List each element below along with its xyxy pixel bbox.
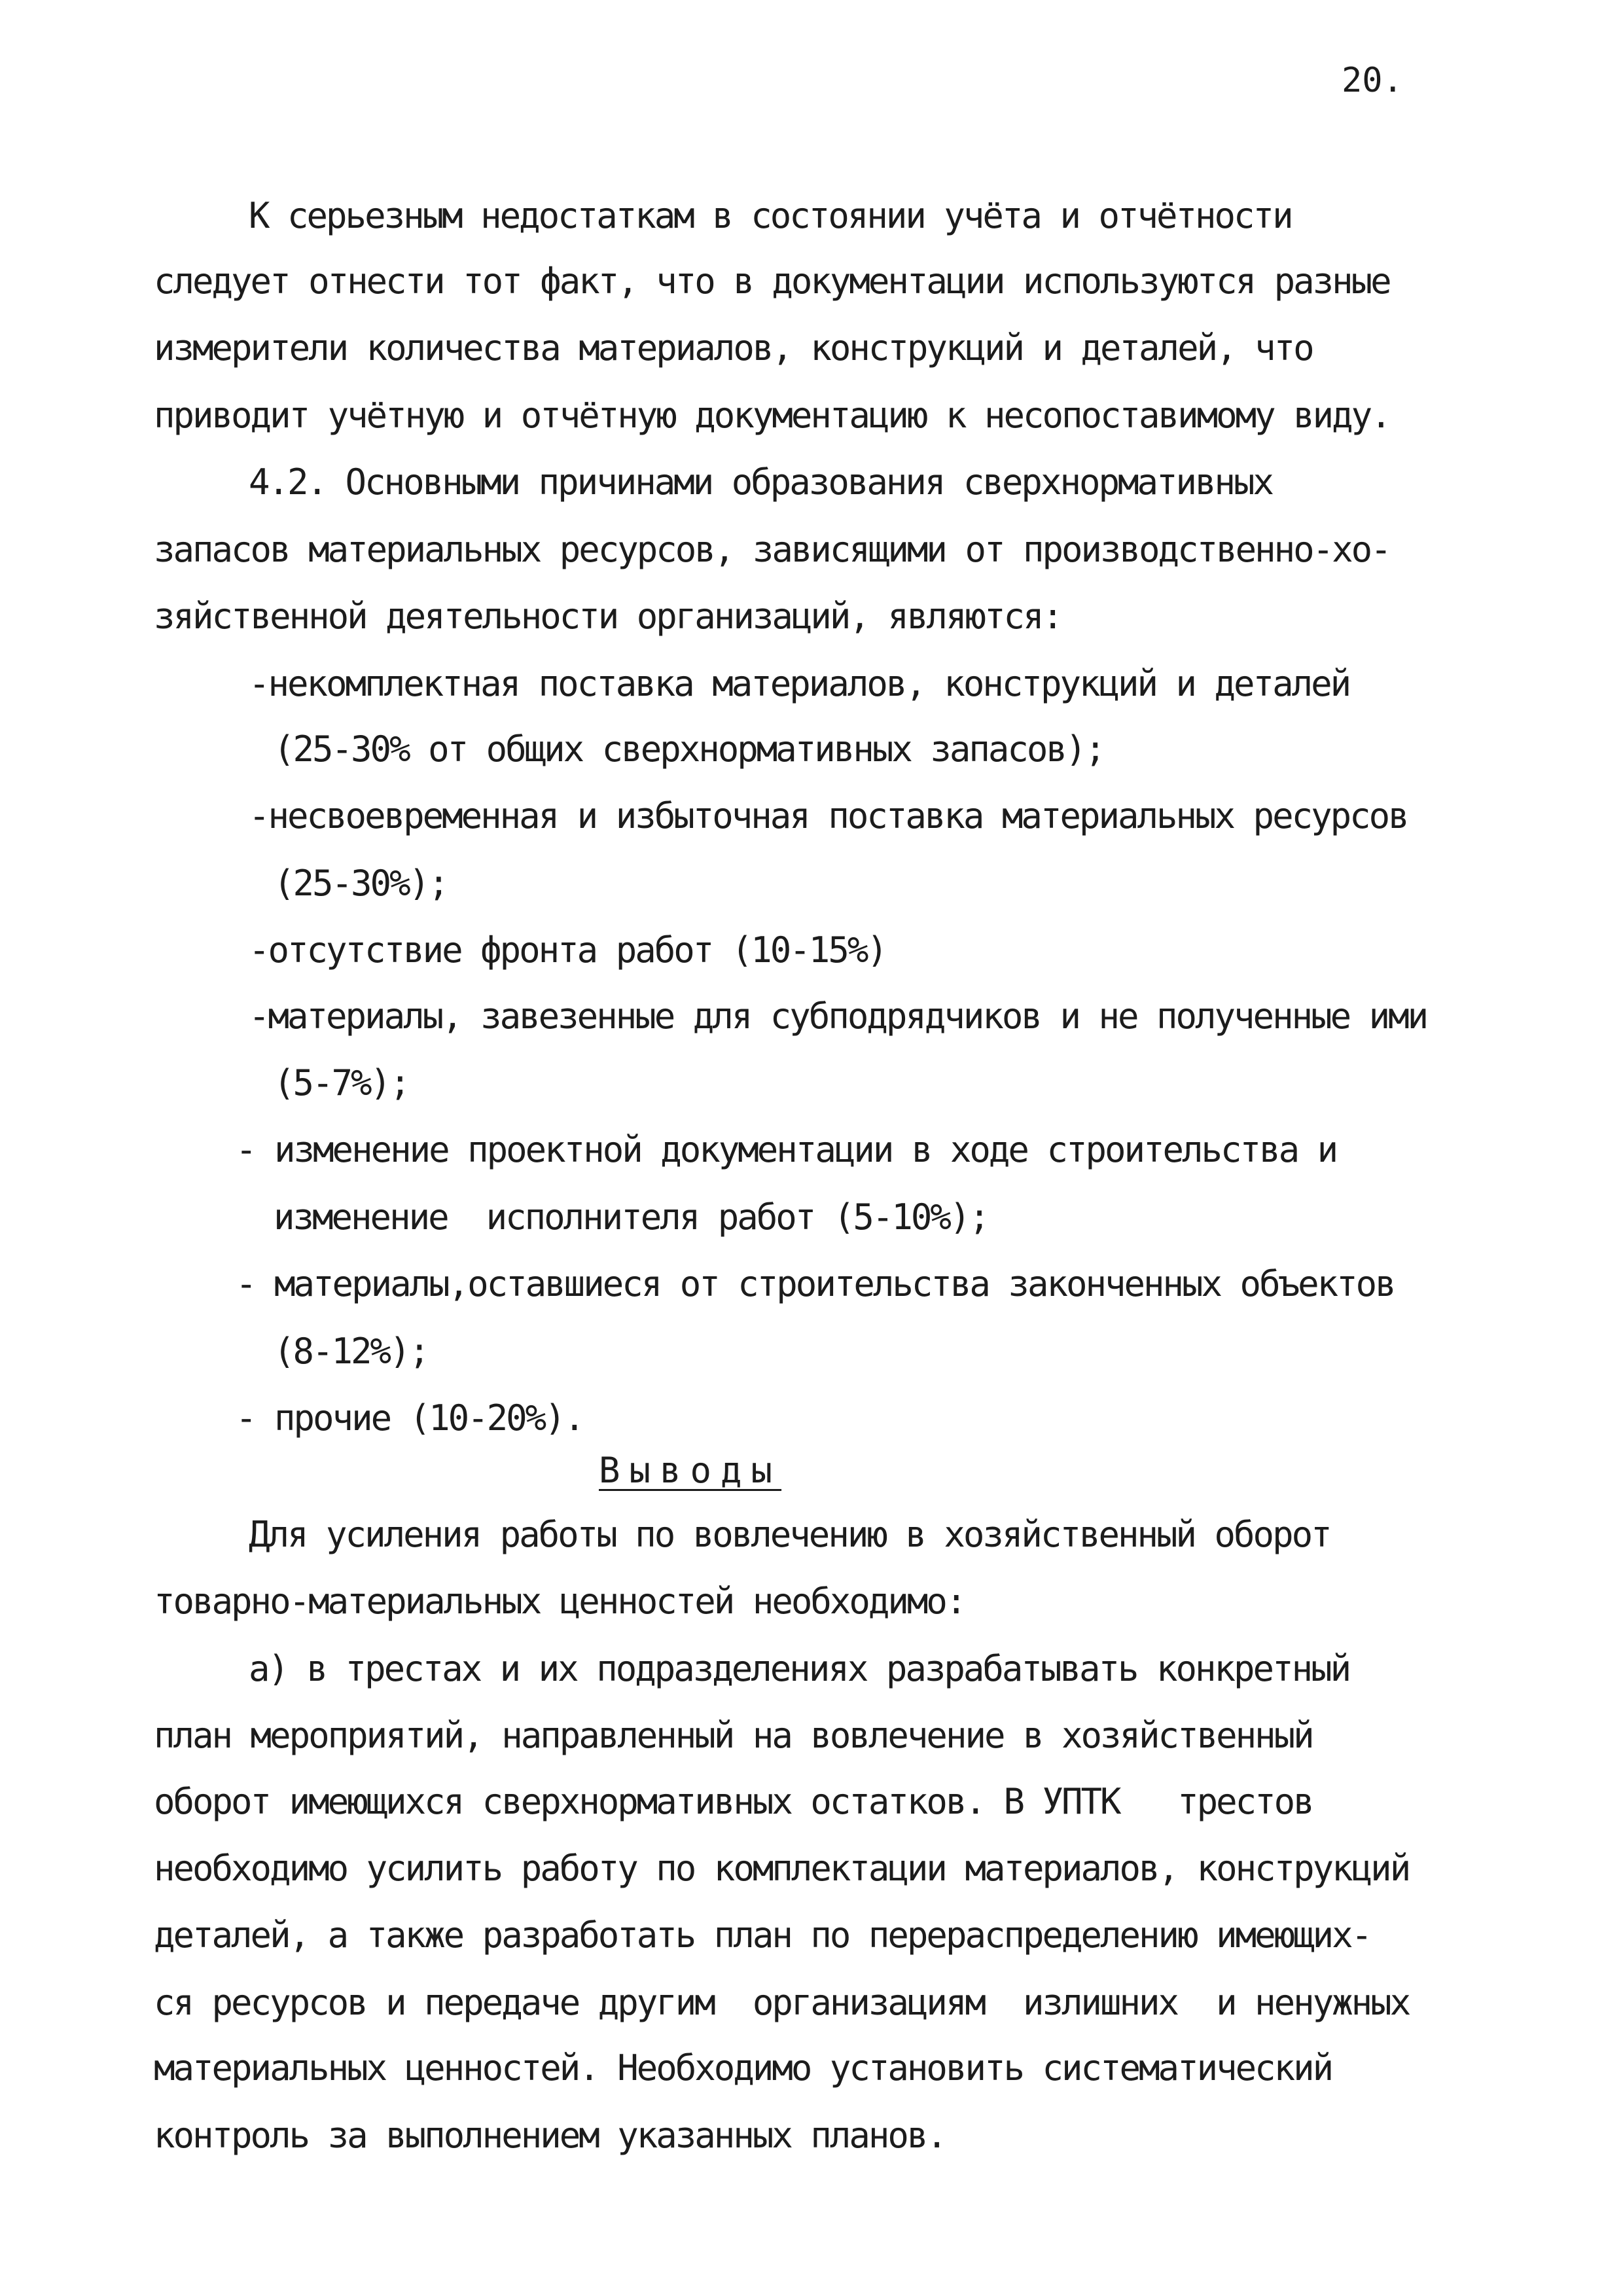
list-item: -материалы, завезенные для субподрядчиков и не полученные ими xyxy=(249,996,1427,1037)
paragraph-line: К серьезным недостаткам в состоянии учёта и отчётности xyxy=(249,195,1292,236)
paragraph-line: материальных ценностей. Необходимо установить систематический xyxy=(154,2047,1332,2089)
paragraph-line: деталей, а также разработать план по перераспределению имеющих- xyxy=(154,1914,1371,1956)
section-line: запасов материальных ресурсов, зависящими от производственно-хо- xyxy=(154,529,1390,570)
list-item: - материалы,оставшиеся от строительства законченных объектов xyxy=(236,1263,1395,1304)
paragraph-line: план мероприятий, направленный на вовлечение в хозяйственный xyxy=(154,1715,1313,1756)
list-item: -некомплектная поставка материалов, конструкций и деталей xyxy=(249,663,1350,704)
paragraph-line: приводит учётную и отчётную документацию к несопоставимому виду. xyxy=(154,395,1390,436)
paragraph-line: контроль за выполнением указанных планов. xyxy=(154,2115,946,2156)
paragraph-line: необходимо усилить работу по комплектации материалов, конструкций xyxy=(154,1848,1410,1889)
list-item-continuation: (25-30%); xyxy=(274,863,448,904)
list-item-continuation: (5-7%); xyxy=(274,1062,409,1103)
paragraph-line: Для усиления работы по вовлечению в хозяйственный оборот xyxy=(249,1514,1330,1555)
list-item-continuation: изменение исполнителя работ (5-10%); xyxy=(274,1196,988,1238)
list-item: - прочие (10-20%). xyxy=(236,1397,584,1439)
list-item-continuation: (25-30% от общих сверхнормативных запасов); xyxy=(274,728,1104,770)
list-item-continuation: (8-12%); xyxy=(274,1331,429,1372)
paragraph-line: следует отнести тот факт, что в документации используются разные xyxy=(154,260,1390,302)
section-heading: Выводы xyxy=(599,1450,782,1491)
paragraph-line: оборот имеющихся сверхнормативных остатков. В УПТК трестов xyxy=(154,1781,1313,1822)
page-number: 20. xyxy=(1342,61,1403,100)
list-item: -несвоевременная и избыточная поставка материальных ресурсов xyxy=(249,795,1408,836)
paragraph-line: а) в трестах и их подразделениях разрабатывать конкретный xyxy=(249,1648,1350,1689)
paragraph-line: ся ресурсов и передаче другим организациям излишних и ненужных xyxy=(154,1982,1410,2023)
list-item: -отсутствие фронта работ (10-15%) xyxy=(249,929,886,971)
paragraph-line: измерители количества материалов, конструкций и деталей, что xyxy=(154,327,1313,368)
section-line: 4.2. Основными причинами образования сверхнормативных xyxy=(249,461,1273,503)
section-line: зяйственной деятельности организаций, являются: xyxy=(154,596,1062,637)
list-item: - изменение проектной документации в ходе строительства и xyxy=(236,1129,1337,1170)
paragraph-line: товарно-материальных ценностей необходимо: xyxy=(154,1581,965,1622)
